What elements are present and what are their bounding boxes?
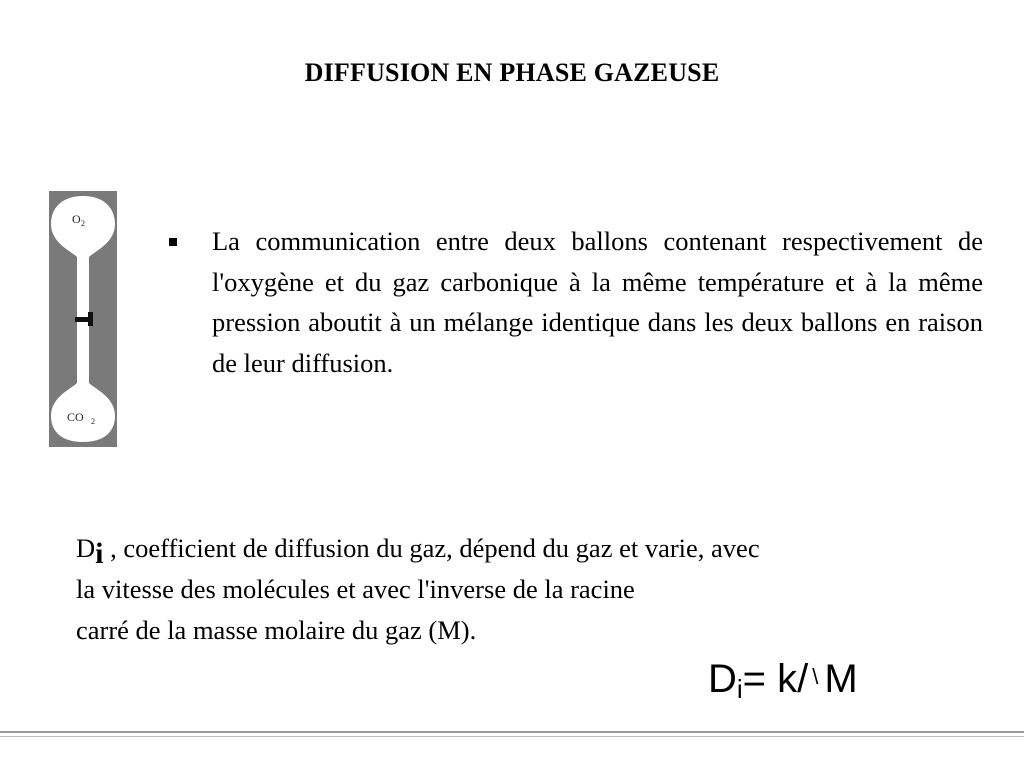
bottom-flask-label: CO	[67, 410, 84, 424]
formula-lhs: D	[708, 657, 737, 701]
slide-title: DIFFUSION EN PHASE GAZEUSE	[304, 58, 720, 87]
footer-rule	[0, 731, 1024, 733]
coefficient-symbol-sub: i	[95, 537, 104, 570]
footer-rule-secondary	[0, 736, 1024, 737]
paragraph-line-3: carré de la masse molaire du gaz (M).	[76, 615, 477, 645]
top-flask-label-sub: 2	[81, 219, 85, 228]
bullet-text: La communication entre deux ballons contenant respectivement de l'oxygène et du gaz carbonique à la même température et à la même pression aboutit à un mélange identique dans les deux ballons en raison de leur diffusion.	[212, 226, 983, 378]
diffusion-formula	[708, 654, 858, 710]
valve-stem	[88, 312, 93, 326]
formula-rhs: M	[824, 657, 858, 701]
sqrt-radical-icon: \	[812, 664, 819, 689]
paragraph-line-2: la vitesse des molécules et avec l'inverse de la racine	[76, 574, 635, 604]
bottom-flask-label-sub: 2	[91, 417, 95, 426]
bullet-square-icon	[169, 238, 177, 246]
diffusion-coefficient-paragraph	[76, 527, 976, 651]
top-flask-label: O	[72, 212, 81, 226]
two-flask-diagram	[49, 191, 117, 447]
paragraph-line-1-text: , coefficient de diffusion du gaz, dépend du gaz et varie, avec	[103, 533, 760, 563]
paragraph-line-1	[76, 527, 976, 569]
flask-diagram-svg	[49, 191, 117, 447]
coefficient-symbol: D	[76, 533, 96, 563]
formula-middle: = k/	[742, 657, 809, 701]
formula-lhs-sub: i	[736, 674, 743, 704]
